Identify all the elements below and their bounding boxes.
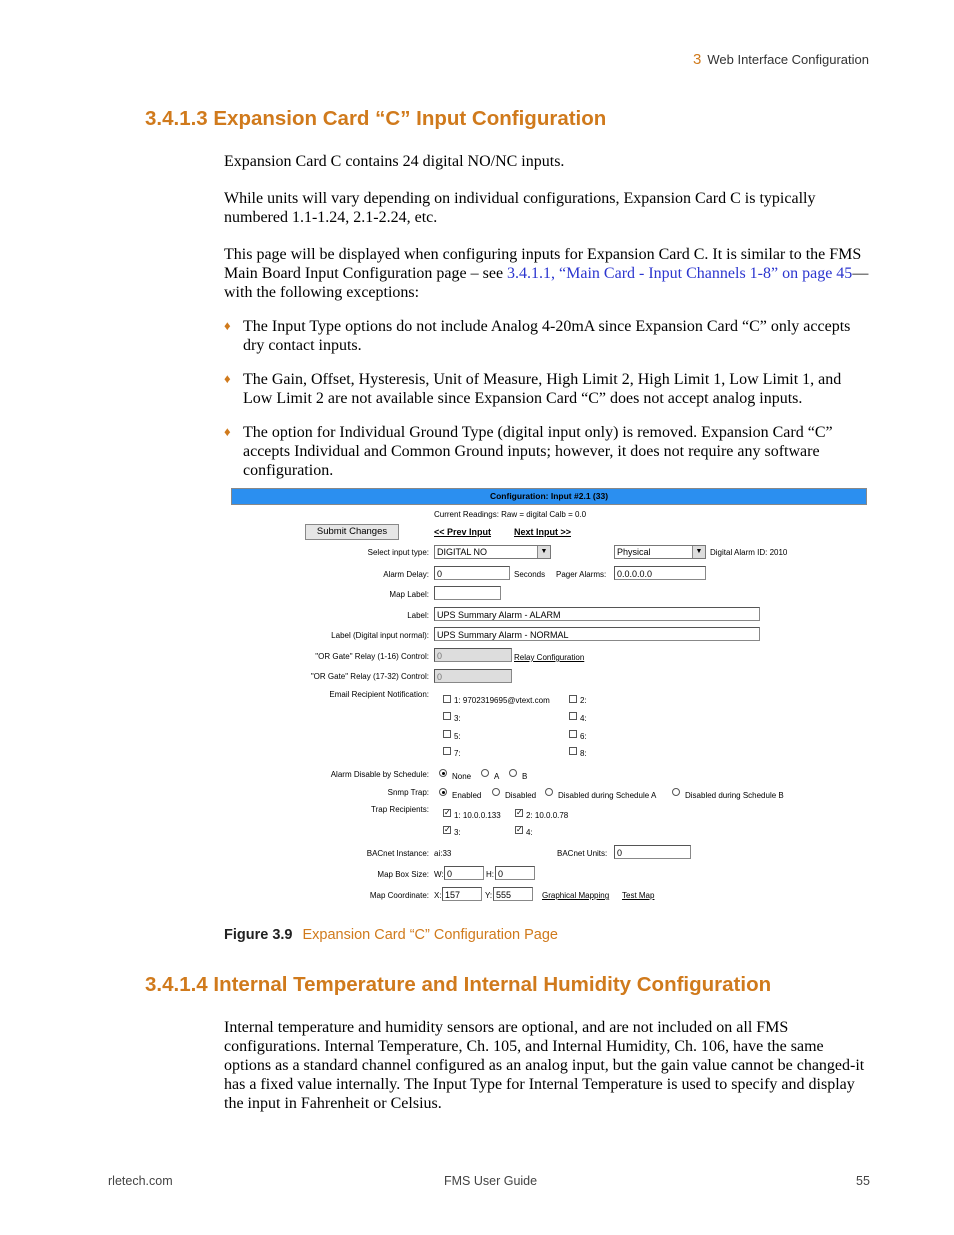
paragraph-internal-sensors: Internal temperature and humidity sensors are optional, and are not included on all FMS configurations. Internal Temperature, Ch. 105, and Internal Humidity, Ch. 106, have the same options as a standard channel configured as an analog input, but the gain value cannot be changed-it has a fixed value internally. The Input Type for Internal Temperature is used to specify and display the input in Fahrenheit or Celsius. [224,1019,865,1112]
alarm-delay-input[interactable]: 0 [434,566,510,580]
diamond-bullet-icon: ♦ [224,371,231,386]
paragraph-3: This page will be displayed when configuring inputs for Expansion Card C. It is similar to the FMS Main Board Input Configuration page – see 3.4.1.1, “Main Card - Input Channels 1-8” on page 45—with the following exceptions: [224,246,869,301]
paragraph-2: While units will vary depending on individual configurations, Expansion Card C is typically numbered 1.1-1.24, 2.1-2.24, etc. [224,190,816,226]
map-y-label: Y: [485,891,493,900]
cross-reference-link[interactable]: 3.4.1.1, “Main Card - Input Channels 1-8” on page 45 [507,265,853,282]
email-checkbox-1[interactable] [443,695,451,703]
disable-b-label: B [522,772,528,781]
trap-checkbox-4[interactable]: ✓ [516,825,523,834]
email-recipient-5: 5: [454,732,461,741]
email-checkbox-3[interactable] [443,712,451,720]
relay-17-32-input[interactable]: 0 [434,669,512,683]
snmp-radio-enabled[interactable] [439,788,447,796]
bacnet-instance-label: BACnet Instance: [366,849,429,858]
label-normal-label: Label (Digital input normal): [331,631,429,640]
email-recipient-4: 4: [580,714,587,723]
email-checkbox-8[interactable] [569,747,577,755]
map-box-width-label: W: [434,870,444,879]
snmp-schedule-b-label: Disabled during Schedule B [685,791,784,800]
trap-checkbox-1[interactable]: ✓ [444,808,451,817]
trap-recipient-2: 2: 10.0.0.78 [526,811,569,820]
figure-caption [224,927,558,943]
alarm-disable-label: Alarm Disable by Schedule: [330,770,429,779]
diamond-bullet-icon: ♦ [224,424,231,439]
email-checkbox-7[interactable] [443,747,451,755]
map-box-width-input[interactable]: 0 [444,866,484,880]
footer-left: rletech.com [108,1174,173,1188]
dropdown-arrow-icon: ▼ [692,546,705,558]
trap-checkbox-2[interactable]: ✓ [516,808,523,817]
next-input-link[interactable]: Next Input >> [514,527,572,537]
disable-a-label: A [494,772,500,781]
relay-17-32-label: "OR Gate" Relay (17-32) Control: [310,672,429,681]
chapter-title: Web Interface Configuration [707,52,869,67]
disable-none-label: None [452,772,472,781]
digital-alarm-id: Digital Alarm ID: 2010 [710,548,788,557]
configuration-screenshot [229,486,869,906]
figure-title: Expansion Card “C” Configuration Page [302,927,558,943]
email-recipient-3: 3: [454,714,461,723]
email-checkbox-2[interactable] [569,695,577,703]
snmp-radio-disabled[interactable] [492,788,500,796]
prev-input-link[interactable]: << Prev Input [434,527,492,537]
bullet-item: ♦ The Gain, Offset, Hysteresis, Unit of Measure, High Limit 2, High Limit 1, Low Limit 1, and Low Limit 2 are not available since Expansion Card “C” does not accept analog inputs. [224,371,842,407]
physical-select[interactable]: Physical ▼ [614,545,706,559]
snmp-enabled-label: Enabled [452,791,482,800]
trap-checkbox-3[interactable]: ✓ [444,825,451,834]
map-y-input[interactable]: 555 [493,887,533,901]
trap-recipients-label: Trap Recipients: [371,805,429,814]
bacnet-units-input[interactable]: 0 [614,845,691,859]
email-recipient-6: 6: [580,732,587,741]
submit-changes-button[interactable]: Submit Changes [305,524,399,540]
trap-recipient-1: 1: 10.0.0.133 [454,811,501,820]
map-box-height-label: H: [486,870,494,879]
bullet-item: ♦ The Input Type options do not include Analog 4-20mA since Expansion Card “C” only accepts dry contact inputs. [224,318,851,354]
map-x-input[interactable]: 157 [442,887,482,901]
email-recipient-2: 2: [580,696,587,705]
graphical-mapping-link[interactable]: Graphical Mapping [542,891,610,900]
snmp-trap-label: Snmp Trap: [387,788,429,797]
bullet-item: ♦ The option for Individual Ground Type (digital input only) is removed. Expansion Card “C” accepts Individual and Common Ground inputs; however, it does not require any software configuration. [224,424,833,479]
test-map-link[interactable]: Test Map [622,891,655,900]
input-type-label: Select input type: [367,548,429,557]
disable-radio-a[interactable] [481,769,489,777]
snmp-radio-schedule-b[interactable] [672,788,680,796]
current-readings: Current Readings: Raw = digital Calb = 0.0 [434,510,587,519]
relay-configuration-link[interactable]: Relay Configuration [514,653,585,662]
pager-alarms-label: Pager Alarms: [556,570,607,579]
alarm-delay-label: Alarm Delay: [383,570,429,579]
footer-page-number: 55 [856,1174,870,1188]
section-heading-3-4-1-3: 3.4.1.3 Expansion Card “C” Input Configuration [145,107,607,130]
map-box-height-input[interactable]: 0 [495,866,535,880]
diamond-bullet-icon: ♦ [224,318,231,333]
dropdown-arrow-icon: ▼ [537,546,550,558]
email-recipient-1: 1: 9702319695@vtext.com [454,696,550,705]
chapter-number: 3 [693,51,702,68]
disable-radio-b[interactable] [509,769,517,777]
label-label: Label: [407,611,429,620]
email-checkbox-5[interactable] [443,730,451,738]
email-checkbox-4[interactable] [569,712,577,720]
email-notification-label: Email Recipient Notification: [329,690,429,699]
snmp-schedule-a-label: Disabled during Schedule A [558,791,657,800]
email-recipient-8: 8: [580,749,587,758]
page-header [693,51,869,68]
bacnet-instance-value: ai:33 [434,849,452,858]
map-box-size-label: Map Box Size: [377,870,429,879]
paragraph-1: Expansion Card C contains 24 digital NO/NC inputs. [224,153,565,170]
label-input[interactable]: UPS Summary Alarm - ALARM [434,607,760,621]
map-coordinate-label: Map Coordinate: [369,891,429,900]
map-label-label: Map Label: [389,590,429,599]
trap-recipient-3: 3: [454,828,461,837]
bacnet-units-label: BACnet Units: [557,849,608,858]
trap-recipient-4: 4: [526,828,533,837]
relay-1-16-label: "OR Gate" Relay (1-16) Control: [315,652,429,661]
pager-alarms-input[interactable]: 0.0.0.0.0 [614,566,706,580]
config-title-bar: Configuration: Input #2.1 (33) [231,488,867,505]
snmp-radio-schedule-a[interactable] [545,788,553,796]
map-x-label: X: [434,891,442,900]
input-type-select[interactable]: DIGITAL NO ▼ [434,545,551,559]
section-heading-3-4-1-4: 3.4.1.4 Internal Temperature and Internal Humidity Configuration [145,973,772,996]
label-normal-input[interactable]: UPS Summary Alarm - NORMAL [434,627,760,641]
relay-1-16-input[interactable]: 0 [434,648,512,662]
seconds-label: Seconds [514,570,546,579]
snmp-disabled-label: Disabled [505,791,537,800]
email-checkbox-6[interactable] [569,730,577,738]
email-recipient-7: 7: [454,749,461,758]
map-label-input[interactable] [434,586,501,600]
figure-label: Figure 3.9 [224,927,293,943]
footer-center: FMS User Guide [444,1174,538,1188]
disable-radio-none[interactable] [439,769,447,777]
